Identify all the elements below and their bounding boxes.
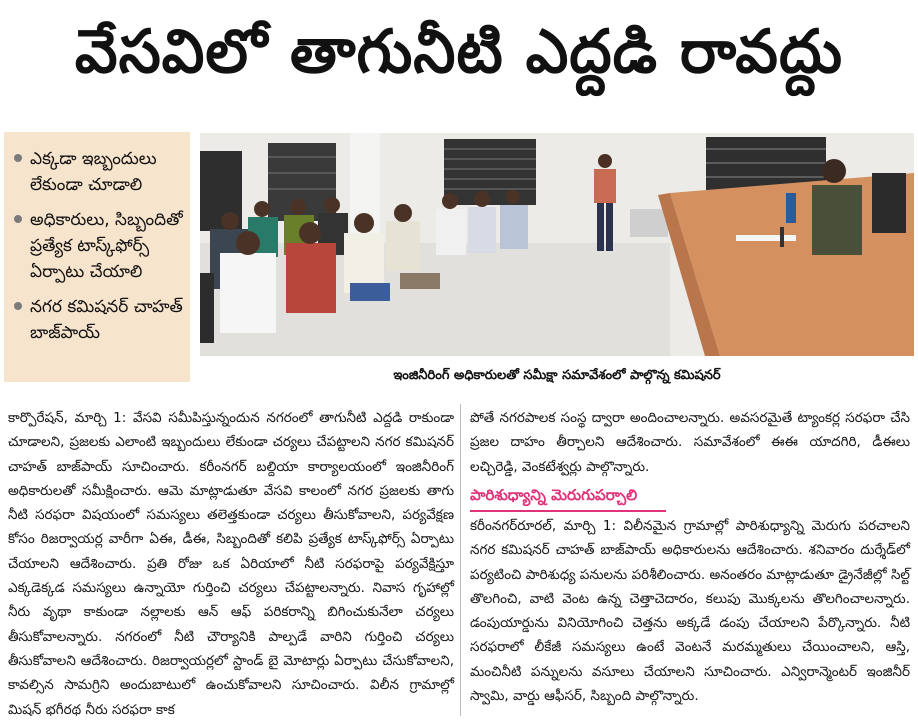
bullet-dot-icon <box>14 154 22 162</box>
bullet-dot-icon <box>14 215 22 223</box>
bullet-dot-icon <box>14 302 22 310</box>
article-body: కార్పొరేషన్, మార్చి 1: వేసవి సమీపిస్తున్నందున నగరంలో తాగునీటి ఎద్దడి రాకుండా చూడాలని, ప్రజలకు ఎలాంటి ఇబ్బందులు లేకుండా చర్యలు చేపట్టాలని నగర కమిషనర్ చాహత్ బాజ్‌పాయ్ సూచించారు. కరీంనగర్ బల్దియా కార్యాలయంలో ఇంజినీరింగ్ అధికారులతో సమీక్షించారు. ఆమె మాట్లాడుతూ వేసవి కాలంలో నగర ప్రజలకు తాగు నీటి సరఫరా విషయంలో సమస్యలు తలెత్తకుండా చర్యలు తీసుకోవాలని, పర్యవేక్షణ కోసం రిజర్వాయర్ల వారీగా ఏఈ, డీఈ, సిబ్బందితో కలిపి ప్రత్యేక టాస్క్‌ఫోర్స్ ఏర్పాటు చేయాలని ఆదేశించారు. ప్రతి రోజు ఒక ఏరియాలో నీటి సరఫరాపై పర్యవేక్షిస్తూ ఎక్కడెక్కడ సమస్యలు ఉన్నాయో గుర్తించి చర్యలు చేపట్టాలన్నారు. నివాస గృహాల్లో నీరు వృథా కాకుండా నల్లాలకు ఆన్ ఆఫ్ పరికరాన్ని బిగించుకునేలా చర్యలు తీసుకోవాలన్నారు. నగరంలో నీటి చౌర్యానికి పాల్పడే వారిని గుర్తించి చర్యలు తీసుకోవాలని ఆదేశించారు. రిజర్వాయర్లలో స్టాండ్ బై మోటార్లు ఏర్పాటు చేసుకోవాలని, కావల్సిన సామగ్రిని అందుబాటులో ఉంచుకోవాలని సూచించారు. విలీన గ్రామాల్లో మిషన్ భగీరథ నీరు సరఫరా కాక <box>8 410 454 718</box>
highlight-text: నగర కమిషనర్ చాహత్ బాజ్‌పాయ్ <box>30 297 183 343</box>
highlights-box <box>4 132 190 382</box>
highlight-text: అధికారులు, సిబ్బందితో ప్రత్యేక టాస్క్‌ఫోర్స్ ఏర్పాటు చేయాలి <box>30 210 183 282</box>
photo-caption: ఇంజినీరింగ్ అధికారులతో సమీక్షా సమావేశంలో పాల్గొన్న కమిషనర్ <box>393 368 721 383</box>
meeting-photo-illustration <box>200 133 914 356</box>
sub-headline: పారిశుధ్యాన్ని మెరుగుపర్చాలి <box>470 484 666 512</box>
highlight-item <box>14 294 184 346</box>
highlight-item <box>14 146 184 198</box>
article-body-continued: పోతే నగరపాలక సంస్థ ద్వారా అందించాలన్నారు. అవసరమైతే ట్యాంకర్ల సరఫరా చేసి ప్రజల దాహం తీర్చాలని ఆదేశించారు. సమావేశంలో ఈఈ యాదగిరి, డీఈలు లచ్చిరెడ్డి, వెంకటేశ్వర్లు పాల్గొన్నారు. <box>470 410 910 475</box>
column-divider <box>460 404 461 716</box>
highlight-item <box>14 207 184 285</box>
meeting-photo <box>200 133 914 356</box>
highlight-text: ఎక్కడా ఇబ్బందులు లేకుండా చూడాలి <box>30 149 157 195</box>
headline: వేసవిలో తాగునీటి ఎద్దడి రావద్దు <box>74 17 844 87</box>
second-article-body: కరీంనగర్‌రూరల్, మార్చి 1: విలీనమైన గ్రామాల్లో పారిశుధ్యాన్ని మెరుగు పరచాలని నగర కమిషనర్ చాహత్ బాజ్‌పాయ్ అధికారులను ఆదేశించారు. శనివారం దుర్శేడ్‌లో పర్యటించి పారిశుధ్య పనులను పరిశీలించారు. అనంతరం మాట్లాడుతూ డ్రైనేజీల్లో సిల్ట్ తొలగించి, వాటి వెంట ఉన్న చెత్తాచెదారం, కలుపు మొక్కలను తొలగించాలన్నారు. డంపుయార్డును వినియోగించి చెత్తను అక్కడే డంపు చేయాలని పేర్కొన్నారు. నీటి సరఫరాలో లీకేజీ సమస్యలు ఉంటే వెంటనే మరమ్మతులు చేయించాలని, ఆస్తి, మంచినీటి పన్నులను వసూలు చేయాలని సూచించారు. ఎన్విరాన్మెంటర్ ఇంజినీర్ స్వామి, వార్డు ఆఫీసర్, సిబ్బంది పాల్గొన్నారు. <box>470 518 910 705</box>
